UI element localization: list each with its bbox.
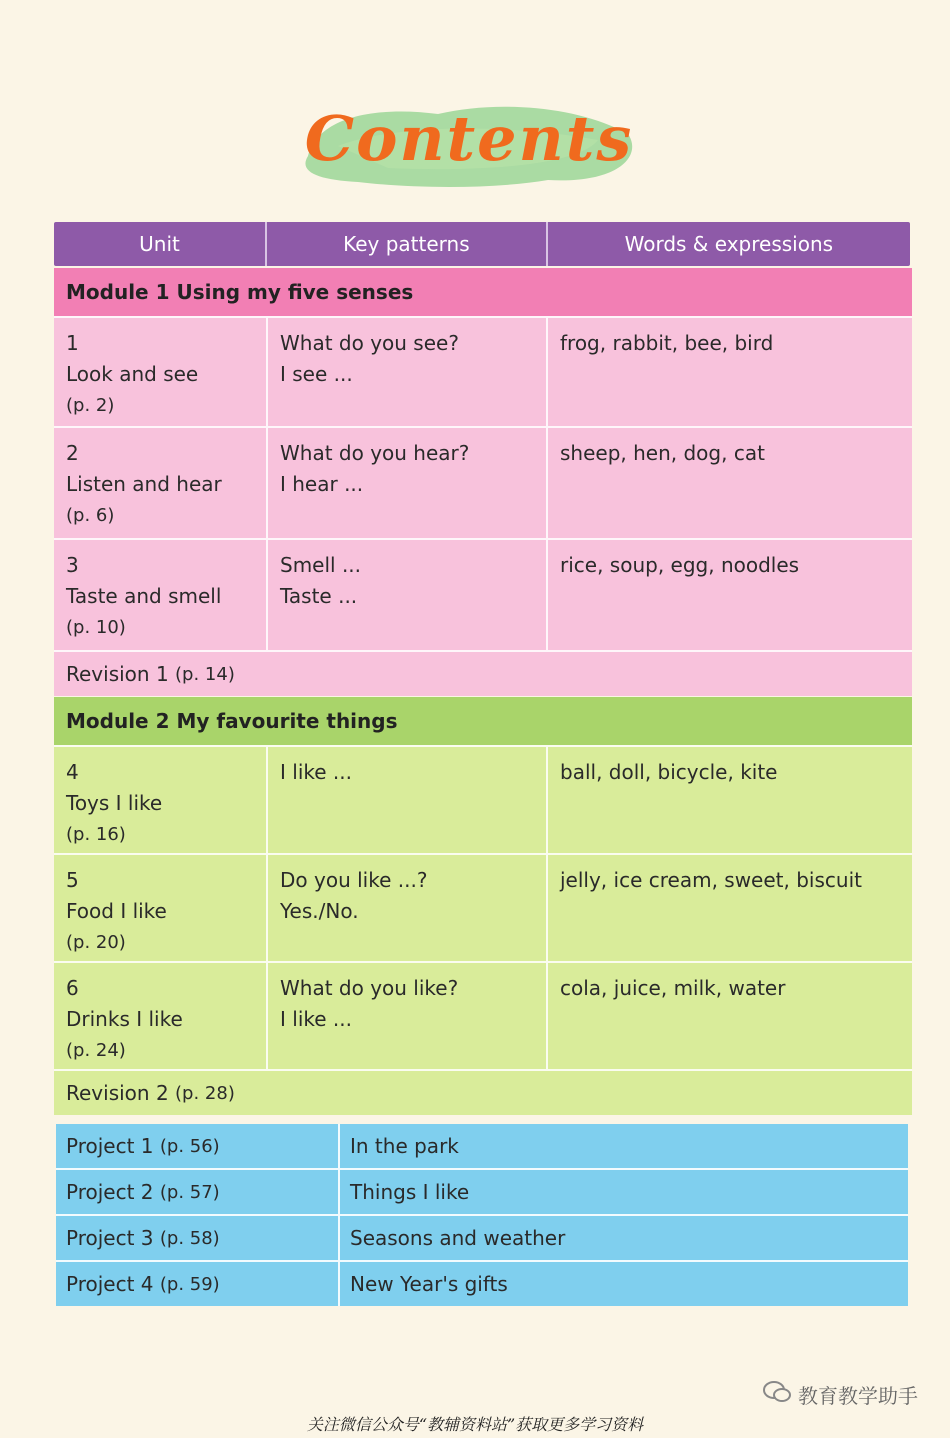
- title-text: Contents: [304, 102, 634, 175]
- project-topic: New Year's gifts: [350, 1272, 508, 1296]
- project-page: (p. 58): [159, 1227, 220, 1249]
- unit-cell: [54, 540, 268, 650]
- module-1: [54, 268, 912, 696]
- patterns-cell: [268, 318, 548, 426]
- brand-watermark: [762, 1380, 918, 1409]
- unit-page: (p. 2): [66, 395, 115, 416]
- revision-label: Revision 2: [66, 1081, 169, 1105]
- unit-cell: [54, 318, 268, 426]
- patterns-cell: [268, 540, 548, 650]
- unit-number: 2: [66, 441, 79, 465]
- revision-row: [54, 650, 912, 696]
- project-label: Project 1: [66, 1134, 154, 1158]
- pattern-line: Yes./No.: [280, 899, 359, 923]
- module-title: Module 1 Using my five senses: [54, 268, 912, 316]
- project-label: Project 4: [66, 1272, 154, 1296]
- contents-title: [298, 96, 640, 192]
- unit-cell: [54, 963, 268, 1069]
- pattern-line: What do you see?: [280, 331, 459, 355]
- unit-page: (p. 16): [66, 824, 126, 845]
- words-cell: cola, juice, milk, water: [560, 976, 786, 1000]
- revision-row: [54, 1069, 912, 1115]
- header-words: Words & expressions: [624, 232, 834, 256]
- project-page: (p. 59): [159, 1273, 220, 1295]
- unit-page: (p. 10): [66, 617, 126, 638]
- pattern-line: I like ...: [280, 1007, 352, 1031]
- patterns-cell: [268, 855, 548, 961]
- unit-number: 3: [66, 553, 79, 577]
- pattern-line: I hear ...: [280, 472, 364, 496]
- project-label: Project 2: [66, 1180, 154, 1204]
- brand-name: 教育教学助手: [798, 1384, 918, 1408]
- header-key-patterns: Key patterns: [267, 222, 548, 266]
- unit-row: [54, 745, 912, 853]
- project-topic: In the park: [350, 1134, 459, 1158]
- pattern-line: What do you hear?: [280, 441, 470, 465]
- project-row: [56, 1168, 908, 1214]
- patterns-cell: [268, 747, 548, 853]
- words-cell: frog, rabbit, bee, bird: [560, 331, 774, 355]
- unit-page: (p. 20): [66, 932, 126, 953]
- revision-label: Revision 1: [66, 662, 169, 686]
- unit-name: Drinks I like: [66, 1007, 183, 1031]
- project-row: [56, 1124, 908, 1168]
- pattern-line: Do you like ...?: [280, 868, 428, 892]
- project-topic: Things I like: [350, 1180, 470, 1204]
- unit-number: 6: [66, 976, 79, 1000]
- footer-note: 关注微信公众号“教辅资料站”获取更多学习资料: [306, 1415, 644, 1434]
- revision-page: (p. 28): [175, 1082, 235, 1104]
- revision-page: (p. 14): [175, 663, 235, 685]
- module-title: Module 2 My favourite things: [54, 697, 912, 745]
- unit-page: (p. 6): [66, 505, 115, 526]
- project-label-cell: [56, 1262, 340, 1306]
- project-row: [56, 1214, 908, 1260]
- unit-number: 4: [66, 760, 79, 784]
- header-unit: Unit: [54, 222, 267, 266]
- project-label: Project 3: [66, 1226, 154, 1250]
- project-label-cell: [56, 1124, 340, 1168]
- pattern-line: Taste ...: [280, 584, 358, 608]
- project-label-cell: [56, 1170, 340, 1214]
- pattern-line: Smell ...: [280, 553, 362, 577]
- unit-row: [54, 316, 912, 426]
- unit-name: Food I like: [66, 899, 167, 923]
- unit-cell: [54, 428, 268, 538]
- unit-name: Listen and hear: [66, 472, 222, 496]
- project-topic: Seasons and weather: [350, 1226, 566, 1250]
- chat-bubble-icon: [762, 1380, 792, 1409]
- unit-cell: [54, 747, 268, 853]
- words-cell: sheep, hen, dog, cat: [560, 441, 765, 465]
- unit-name: Taste and smell: [66, 584, 222, 608]
- projects-table: [56, 1124, 908, 1306]
- unit-row: [54, 853, 912, 961]
- unit-row: [54, 426, 912, 538]
- table-header: [54, 222, 910, 266]
- pattern-line: I like ...: [280, 760, 352, 784]
- unit-number: 5: [66, 868, 79, 892]
- unit-number: 1: [66, 331, 79, 355]
- project-label-cell: [56, 1216, 340, 1260]
- pattern-line: What do you like?: [280, 976, 459, 1000]
- words-cell: rice, soup, egg, noodles: [560, 553, 800, 577]
- patterns-cell: [268, 428, 548, 538]
- unit-row: [54, 961, 912, 1069]
- patterns-cell: [268, 963, 548, 1069]
- unit-name: Toys I like: [66, 791, 163, 815]
- unit-name: Look and see: [66, 362, 199, 386]
- project-page: (p. 56): [159, 1135, 220, 1157]
- unit-page: (p. 24): [66, 1040, 126, 1061]
- words-cell: ball, doll, bicycle, kite: [560, 760, 778, 784]
- unit-cell: [54, 855, 268, 961]
- project-row: [56, 1260, 908, 1306]
- project-page: (p. 57): [159, 1181, 220, 1203]
- pattern-line: I see ...: [280, 362, 353, 386]
- words-cell: jelly, ice cream, sweet, biscuit: [560, 868, 862, 892]
- unit-row: [54, 538, 912, 650]
- module-2: [54, 697, 912, 1115]
